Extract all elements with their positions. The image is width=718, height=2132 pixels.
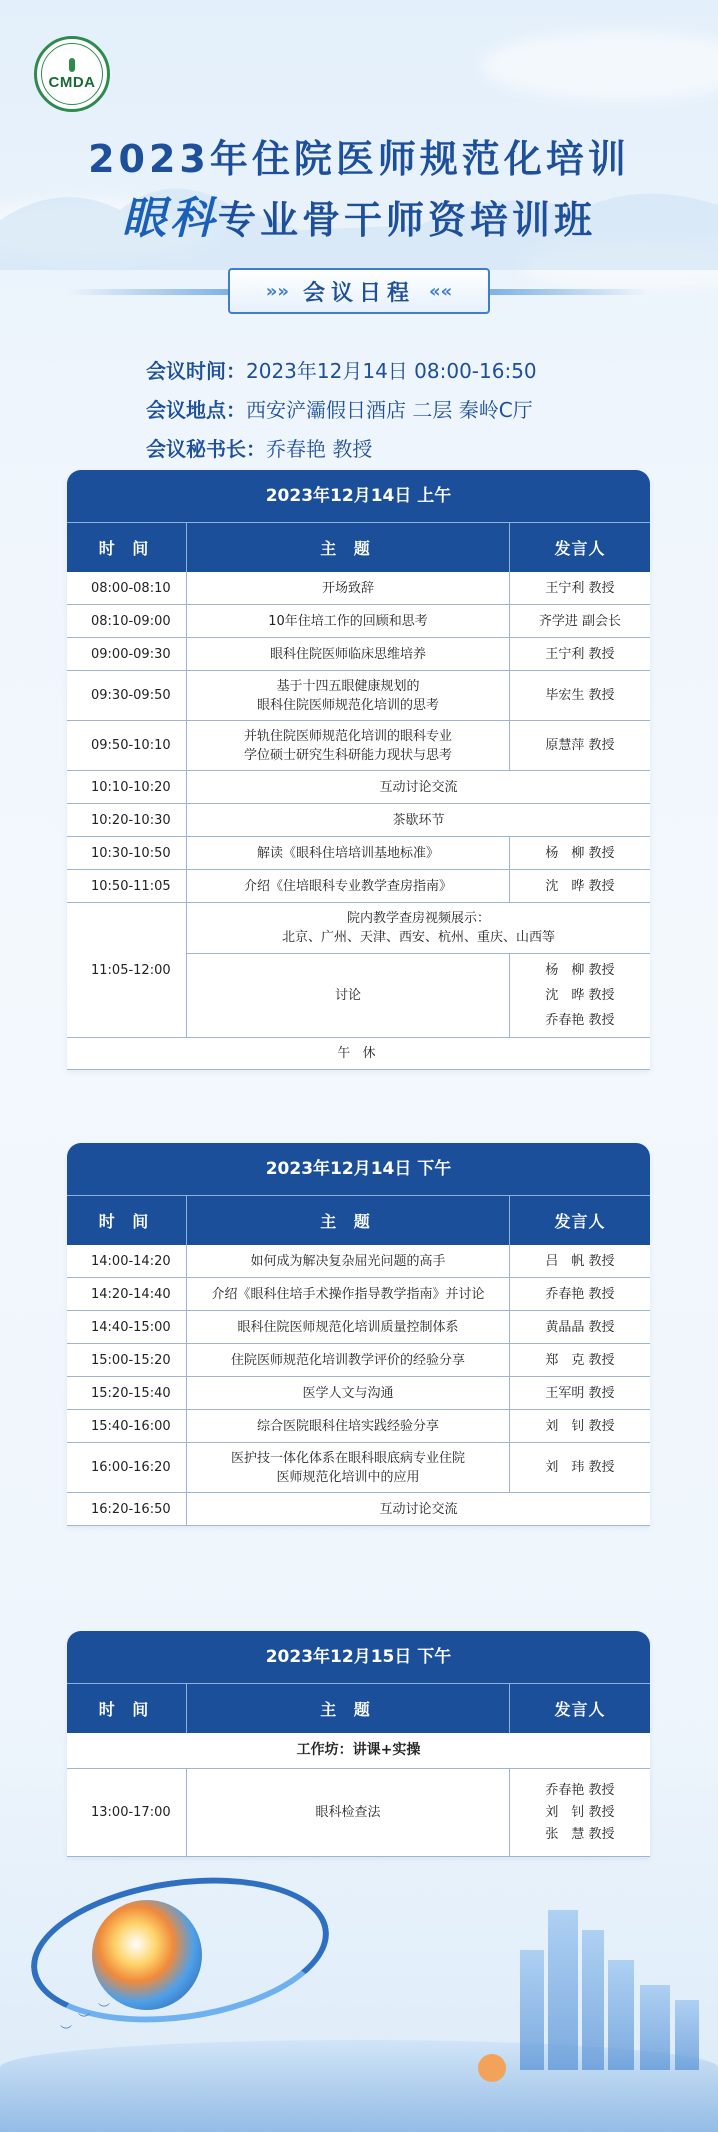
row-time: 15:20-15:40 xyxy=(67,1377,187,1409)
table-row xyxy=(67,638,650,671)
column-header-speaker: 发言人 xyxy=(554,539,606,558)
row-time: 09:30-09:50 xyxy=(67,671,187,720)
schedule-table-morning xyxy=(67,470,650,1070)
row-speaker: 杨 柳 教授 沈 晔 教授 乔春艳 教授 xyxy=(545,962,615,1028)
row-speaker: 沈 晔 教授 xyxy=(545,878,615,894)
row-time: 13:00-17:00 xyxy=(67,1769,187,1856)
schedule-table-afternoon xyxy=(67,1143,650,1526)
row-merged-topic: 互动讨论交流 xyxy=(379,779,458,795)
caduceus-icon xyxy=(69,58,75,72)
row-topic: 10年住培工作的回顾和思考 xyxy=(187,605,510,637)
city-building-decoration xyxy=(548,1910,578,2070)
column-header-topic: 主 题 xyxy=(187,1196,510,1245)
row-speaker: 吕 帆 教授 xyxy=(545,1253,615,1269)
table-row xyxy=(67,1377,650,1410)
main-title-line1: 2023年住院医师规范化培训 xyxy=(88,137,630,181)
main-title-line2 xyxy=(0,182,718,246)
row-speaker: 黄晶晶 教授 xyxy=(545,1319,615,1335)
table-date-header: 2023年12月14日 上午 xyxy=(67,470,650,522)
row-topic: 开场致辞 xyxy=(187,572,510,604)
row-time: 08:00-08:10 xyxy=(67,572,187,604)
row-time: 16:00-16:20 xyxy=(67,1443,187,1492)
row-time: 10:50-11:05 xyxy=(67,870,187,902)
row-speaker: 毕宏生 教授 xyxy=(545,688,615,703)
table-date-header: 2023年12月15日 下午 xyxy=(67,1631,650,1683)
table-row xyxy=(67,1493,650,1526)
title-rest: 专业骨干师资培训班 xyxy=(217,198,596,242)
workshop-row: 工作坊：讲课+实操 xyxy=(67,1733,650,1769)
meeting-info xyxy=(146,352,537,469)
row-time: 16:20-16:50 xyxy=(67,1493,187,1525)
city-building-decoration xyxy=(608,1960,634,2070)
row-time: 09:50-10:10 xyxy=(67,721,187,770)
agenda-banner xyxy=(228,268,490,314)
city-building-decoration xyxy=(582,1930,604,2070)
column-headers xyxy=(67,522,650,572)
column-header-time: 时 间 xyxy=(67,1684,187,1733)
meeting-secretary: 会议秘书长：乔春艳 教授 xyxy=(146,437,373,461)
banner-line-left xyxy=(68,289,228,295)
row-speaker: 郑 克 教授 xyxy=(545,1352,615,1368)
double-chevron-right-icon: »» xyxy=(265,280,289,302)
row-topic: 并轨住院医师规范化培训的眼科专业 学位硕士研究生科研能力现状与思考 xyxy=(187,721,510,770)
table-row xyxy=(67,1410,650,1443)
table-row xyxy=(67,721,650,771)
table-row xyxy=(67,1278,650,1311)
row-topic: 综合医院眼科住培实践经验分享 xyxy=(187,1410,510,1442)
table-row xyxy=(67,837,650,870)
column-header-time: 时 间 xyxy=(67,523,187,572)
table-row xyxy=(67,605,650,638)
table-row xyxy=(67,671,650,721)
cloud-decoration xyxy=(480,30,718,100)
column-header-speaker: 发言人 xyxy=(554,1212,606,1231)
schedule-table-day2 xyxy=(67,1631,650,1857)
lunch-break-row: 午 休 xyxy=(67,1038,650,1070)
column-header-topic: 主 题 xyxy=(187,1684,510,1733)
row-topic: 如何成为解决复杂屈光问题的高手 xyxy=(187,1245,510,1277)
row-time: 09:00-09:30 xyxy=(67,638,187,670)
row-speaker: 杨 柳 教授 xyxy=(545,845,615,861)
bird-icon: ︶ xyxy=(60,2024,73,2038)
column-headers xyxy=(67,1683,650,1733)
row-time: 11:05-12:00 xyxy=(67,903,187,1037)
row-time: 10:20-10:30 xyxy=(67,804,187,836)
table-row xyxy=(67,1769,650,1857)
discussion-cell: 讨论 xyxy=(187,954,510,1037)
table-row xyxy=(67,572,650,605)
row-time: 15:40-16:00 xyxy=(67,1410,187,1442)
logo-text: CMDA xyxy=(48,73,96,91)
cmda-logo xyxy=(34,36,110,112)
column-header-time: 时 间 xyxy=(67,1196,187,1245)
row-merged-topic: 茶歇环节 xyxy=(392,812,445,828)
table-row xyxy=(67,804,650,837)
banner-line-right xyxy=(490,289,650,295)
title-highlight: 眼科 xyxy=(121,193,218,244)
row-topic: 介绍《住培眼科专业教学查房指南》 xyxy=(187,870,510,902)
row-time: 10:10-10:20 xyxy=(67,771,187,803)
row-topic: 眼科检查法 xyxy=(187,1769,510,1856)
column-headers xyxy=(67,1195,650,1245)
row-speaker: 齐学进 副会长 xyxy=(538,613,622,629)
row-time: 15:00-15:20 xyxy=(67,1344,187,1376)
row-speaker: 乔春艳 教授 刘 钊 教授 张 慧 教授 xyxy=(545,1782,615,1842)
column-header-speaker: 发言人 xyxy=(554,1700,606,1719)
row-topic: 基于十四五眼健康规划的 眼科住院医师规范化培训的思考 xyxy=(187,671,510,720)
row-merged-topic: 互动讨论交流 xyxy=(379,1501,458,1517)
meeting-location: 会议地点：西安浐灞假日酒店 二层 秦岭C厅 xyxy=(146,398,533,422)
eye-iris-illustration xyxy=(92,1900,202,2010)
row-speaker: 王军明 教授 xyxy=(545,1385,615,1401)
table-row xyxy=(67,1245,650,1278)
row-speaker: 刘 玮 教授 xyxy=(545,1460,615,1475)
city-building-decoration xyxy=(520,1950,544,2070)
row-topic: 眼科住院医师规范化培训质量控制体系 xyxy=(187,1311,510,1343)
table-date-header: 2023年12月14日 下午 xyxy=(67,1143,650,1195)
agenda-label: 会议日程 xyxy=(302,280,415,306)
row-topic: 医学人文与沟通 xyxy=(187,1377,510,1409)
sun-decoration xyxy=(478,2054,506,2082)
table-row xyxy=(67,903,650,1038)
row-time: 08:10-09:00 xyxy=(67,605,187,637)
row-topic: 介绍《眼科住培手术操作指导教学指南》并讨论 xyxy=(187,1278,510,1310)
table-row xyxy=(67,1344,650,1377)
video-showcase-cell: 院内教学查房视频展示： 北京、广州、天津、西安、杭州、重庆、山西等 xyxy=(281,910,555,945)
table-row xyxy=(67,1443,650,1493)
row-speaker: 王宁利 教授 xyxy=(545,580,615,596)
city-building-decoration xyxy=(640,1985,670,2070)
row-topic: 住院医师规范化培训教学评价的经验分享 xyxy=(187,1344,510,1376)
row-speaker: 原慧萍 教授 xyxy=(545,738,615,753)
table-row xyxy=(67,1311,650,1344)
row-speaker: 刘 钊 教授 xyxy=(545,1418,615,1434)
bird-icon: ︶ xyxy=(78,2012,91,2026)
row-topic: 解读《眼科住培培训基地标准》 xyxy=(187,837,510,869)
city-building-decoration xyxy=(675,2000,699,2070)
row-speaker: 王宁利 教授 xyxy=(545,646,615,662)
column-header-topic: 主 题 xyxy=(187,523,510,572)
row-time: 14:20-14:40 xyxy=(67,1278,187,1310)
meeting-time: 会议时间：2023年12月14日 08:00-16:50 xyxy=(146,359,537,383)
row-topic: 眼科住院医师临床思维培养 xyxy=(187,638,510,670)
table-row xyxy=(67,870,650,903)
bird-icon: ︶ xyxy=(98,2002,111,2016)
table-row xyxy=(67,771,650,804)
row-topic: 医护技一体化体系在眼科眼底病专业住院 医师规范化培训中的应用 xyxy=(187,1443,510,1492)
double-chevron-left-icon: «« xyxy=(429,280,453,302)
row-time: 14:00-14:20 xyxy=(67,1245,187,1277)
row-time: 14:40-15:00 xyxy=(67,1311,187,1343)
row-time: 10:30-10:50 xyxy=(67,837,187,869)
row-speaker: 乔春艳 教授 xyxy=(545,1286,615,1302)
